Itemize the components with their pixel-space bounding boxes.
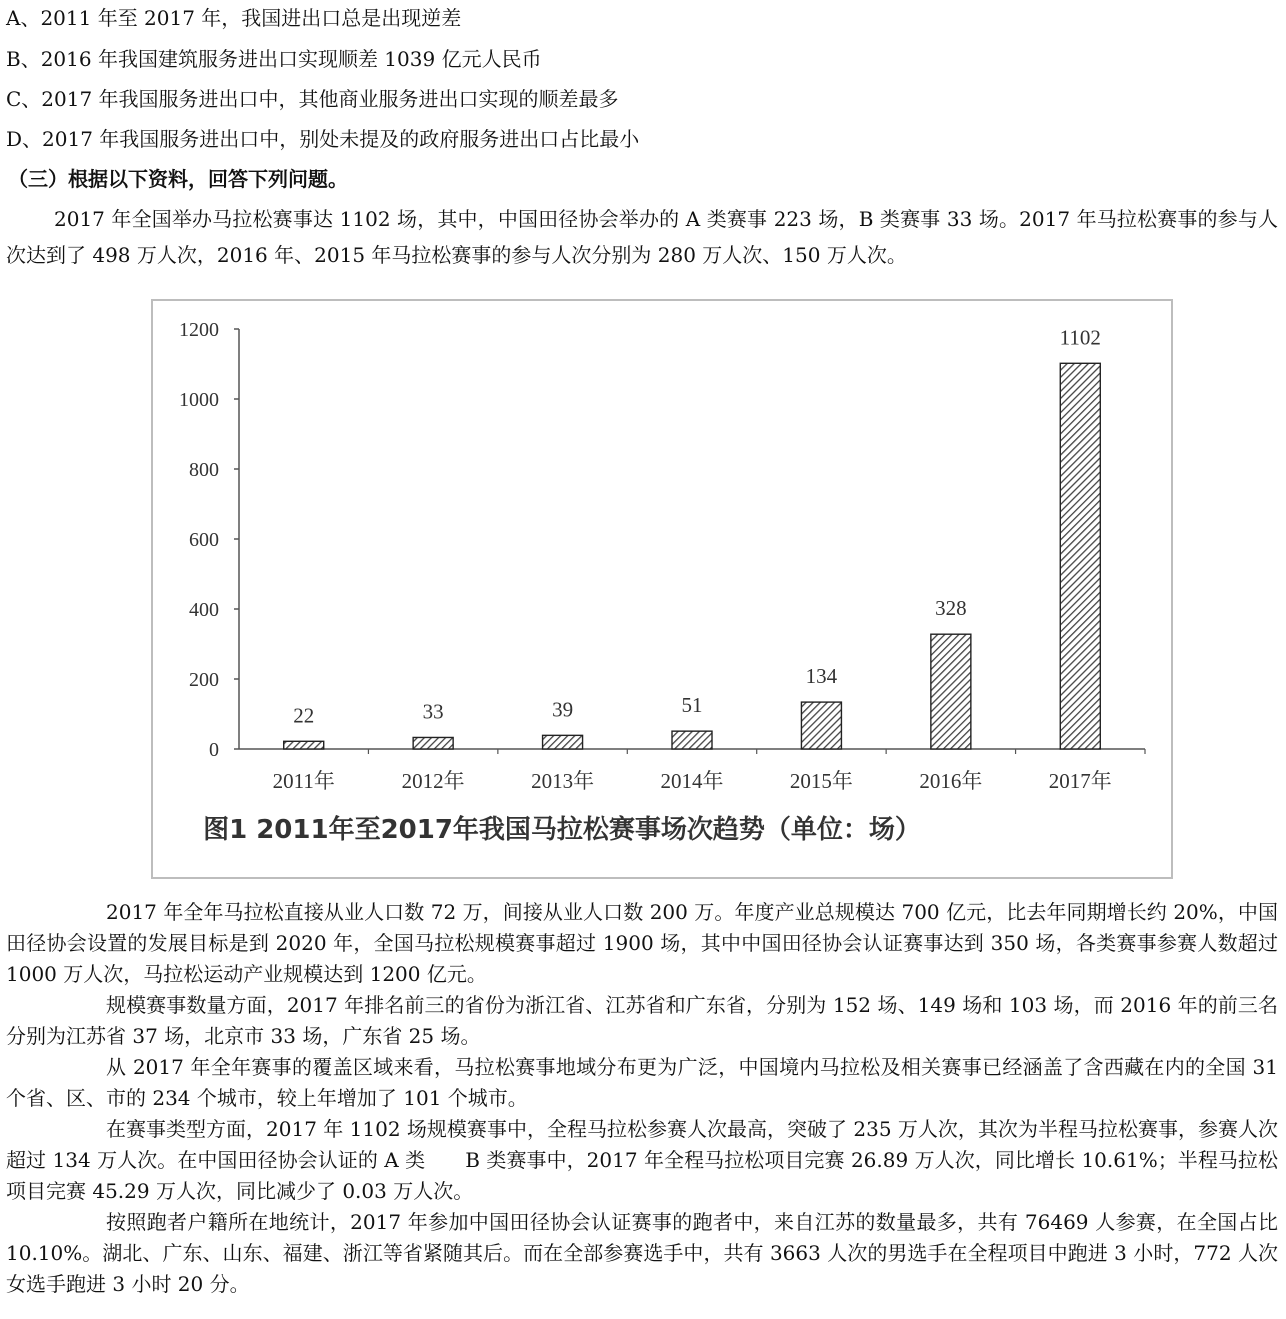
chart-frame xyxy=(151,299,1173,879)
option-b: B、2016 年我国建筑服务进出口实现顺差 1039 亿元人民币 xyxy=(6,47,542,71)
bar xyxy=(801,702,841,749)
x-tick-label: 2017年 xyxy=(1048,769,1112,793)
y-tick-label: 200 xyxy=(189,669,219,691)
y-axis xyxy=(179,319,239,761)
bar xyxy=(284,741,324,749)
y-tick-label: 0 xyxy=(209,739,219,761)
bar xyxy=(672,731,712,749)
bar xyxy=(413,737,453,749)
data-label: 51 xyxy=(681,693,703,718)
x-tick-label: 2016年 xyxy=(919,769,983,793)
data-label: 22 xyxy=(293,703,315,728)
bars xyxy=(284,325,1101,749)
data-label: 328 xyxy=(935,596,967,621)
data-label: 134 xyxy=(805,664,838,689)
y-tick-label: 600 xyxy=(189,529,219,551)
x-tick-label: 2013年 xyxy=(531,769,595,793)
x-tick-label: 2014年 xyxy=(660,769,724,793)
paragraph-5: 按照跑者户籍所在地统计，2017 年参加中国田径协会认证赛事的跑者中，来自江苏的数量最多，共有 76469 人参赛，在全国占比 10.10%。湖北、广东、山东、福建、浙江等省紧随其后。而在全部参赛选手中，共有 3663 人次的男选手在全程项目中跑进 3 小时，772 人次女选手跑进 3 小时 20 分。 xyxy=(6,1210,1278,1296)
x-tick-label: 2011年 xyxy=(272,769,335,793)
paragraph-3: 从 2017 年全年赛事的覆盖区域来看，马拉松赛事地域分布更为广泛，中国境内马拉松及相关赛事已经涵盖了含西藏在内的全国 31 个省、区、市的 234 个城市，较上年增加了 101 个城市。 xyxy=(6,1055,1278,1110)
bar xyxy=(1060,363,1100,749)
chart-title: 图1 2011年至2017年我国马拉松赛事场次趋势（单位：场） xyxy=(203,815,921,845)
y-tick-label: 800 xyxy=(189,459,219,481)
option-d: D、2017 年我国服务进出口中，别处未提及的政府服务进出口占比最小 xyxy=(6,127,640,151)
paragraph-1: 2017 年全年马拉松直接从业人口数 72 万，间接从业人口数 200 万。年度产业总规模达 700 亿元，比去年同期增长约 20%，中国田径协会设置的发展目标是到 2020 年，全国马拉松规模赛事超过 1900 场，其中中国田径协会认证赛事达到 350 场，各类赛事参赛人数超过 1000 万人次，马拉松运动产业规模达到 1200 亿元。 xyxy=(6,900,1278,986)
y-tick-label: 1200 xyxy=(179,319,219,341)
y-tick-label: 1000 xyxy=(179,389,219,411)
x-tick-label: 2012年 xyxy=(401,769,465,793)
body-paragraphs xyxy=(0,897,1286,1300)
option-c: C、2017 年我国服务进出口中，其他商业服务进出口实现的顺差最多 xyxy=(6,87,619,111)
bar-chart xyxy=(153,301,1171,877)
data-label: 39 xyxy=(552,697,574,722)
paragraph-4: 在赛事类型方面，2017 年 1102 场规模赛事中，全程马拉松参赛人次最高，突破了 235 万人次，其次为半程马拉松赛事，参赛人次超过 134 万人次。在中国田径协会认证的 A 类 B 类赛事中，2017 年全程马拉松项目完赛 26.89 万人次，同比增长 10.61%；半程马拉松项目完赛 45.29 万人次，同比减少了 0.03 万人次。 xyxy=(6,1117,1278,1203)
x-tick-label: 2015年 xyxy=(789,769,853,793)
option-a: A、2011 年至 2017 年，我国进出口总是出现逆差 xyxy=(6,6,462,30)
data-label: 1102 xyxy=(1059,325,1101,350)
bar xyxy=(543,735,583,749)
x-axis xyxy=(239,749,1145,793)
y-tick-label: 400 xyxy=(189,599,219,621)
paragraph-2: 规模赛事数量方面，2017 年排名前三的省份为浙江省、江苏省和广东省，分别为 152 场、149 场和 103 场，而 2016 年的前三名分别为江苏省 37 场，北京市 33 场，广东省 25 场。 xyxy=(6,993,1278,1048)
section-heading: （三）根据以下资料，回答下列问题。 xyxy=(8,167,348,191)
bar xyxy=(931,634,971,749)
intro-paragraph: 2017 年全国举办马拉松赛事达 1102 场，其中，中国田径协会举办的 A 类赛事 223 场，B 类赛事 33 场。2017 年马拉松赛事的参与人次达到了 498 万人次，2016 年、2015 年马拉松赛事的参与人次分别为 280 万人次、150 万人次。 xyxy=(6,207,1278,267)
data-label: 33 xyxy=(422,699,444,724)
